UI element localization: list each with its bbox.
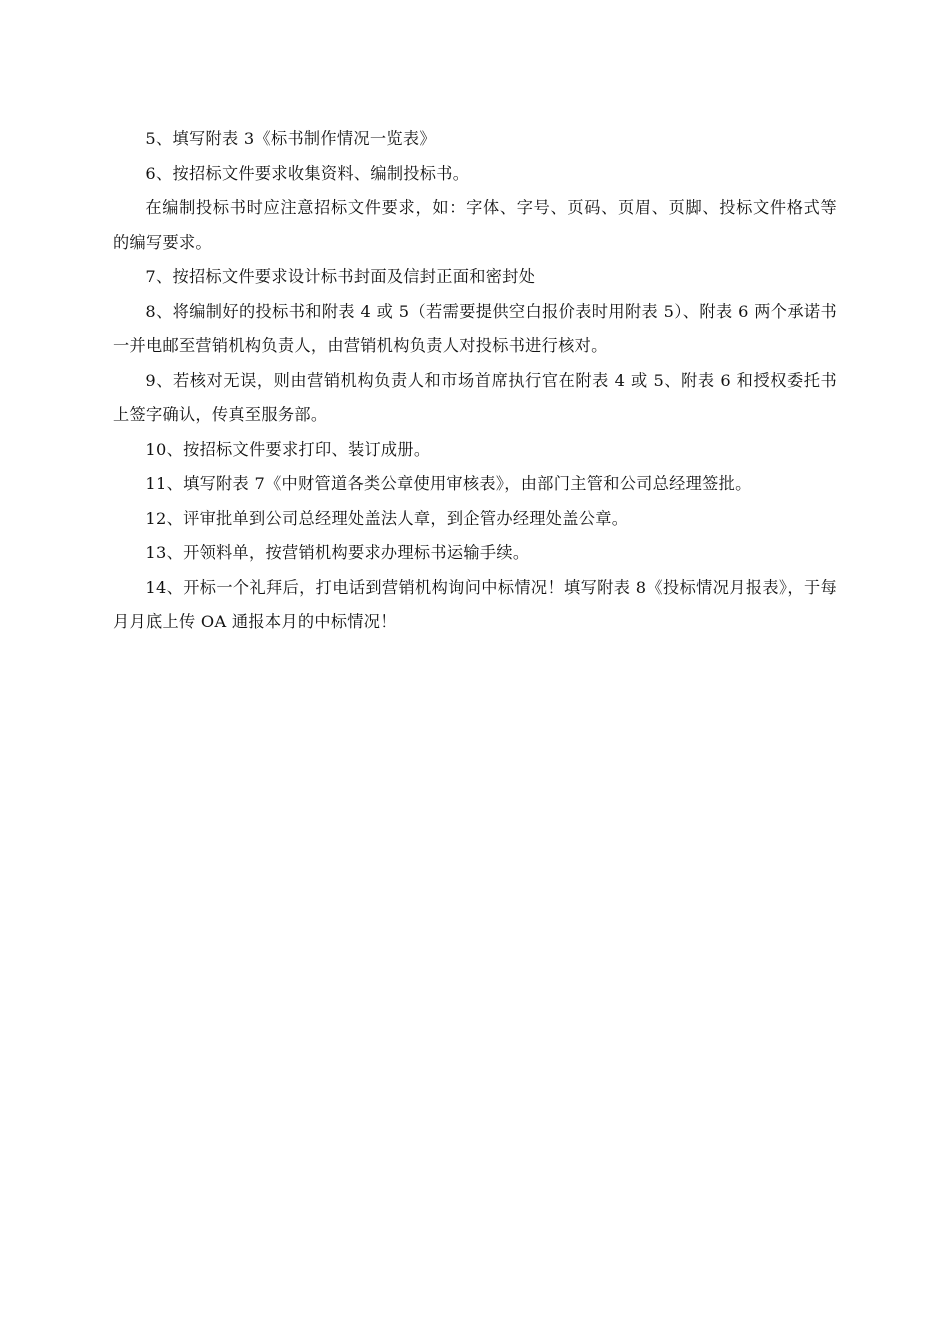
paragraph-step-9: 9、若核对无误，则由营销机构负责人和市场首席执行官在附表 4 或 5、附表 6 和授权委托书上签字确认，传真至服务部。 bbox=[113, 370, 837, 424]
paragraph-step-11: 11、填写附表 7《中财管道各类公章使用审核表》，由部门主管和公司总经理签批。 bbox=[145, 474, 752, 493]
paragraph-step-6-note: 在编制投标书时应注意招标文件要求，如：字体、字号、页码、页眉、页脚、投标文件格式等的编写要求。 bbox=[113, 198, 837, 252]
paragraph-step-7: 7、按招标文件要求设计标书封面及信封正面和密封处 bbox=[145, 267, 536, 286]
paragraph-step-12: 12、评审批单到公司总经理处盖法人章，到企管办经理处盖公章。 bbox=[145, 508, 629, 528]
paragraph-step-5: 5、填写附表 3《标书制作情况一览表》 bbox=[145, 129, 436, 148]
paragraph-step-14: 14、开标一个礼拜后，打电话到营销机构询问中标情况！填写附表 8《投标情况月报表》，于每月月底上传 OA 通报本月的中标情况！ bbox=[113, 577, 837, 631]
paragraph-step-6: 6、按招标文件要求收集资料、编制投标书。 bbox=[145, 163, 470, 183]
paragraph-step-8: 8、将编制好的投标书和附表 4 或 5（若需要提供空白报价表时用附表 5）、附表 6 两个承诺书一并电邮至营销机构负责人，由营销机构负责人对投标书进行核对。 bbox=[113, 301, 837, 355]
document-body bbox=[113, 122, 837, 640]
paragraph-step-13: 13、开领料单，按营销机构要求办理标书运输手续。 bbox=[145, 543, 530, 562]
paragraph-step-10: 10、按招标文件要求打印、装订成册。 bbox=[145, 439, 431, 459]
